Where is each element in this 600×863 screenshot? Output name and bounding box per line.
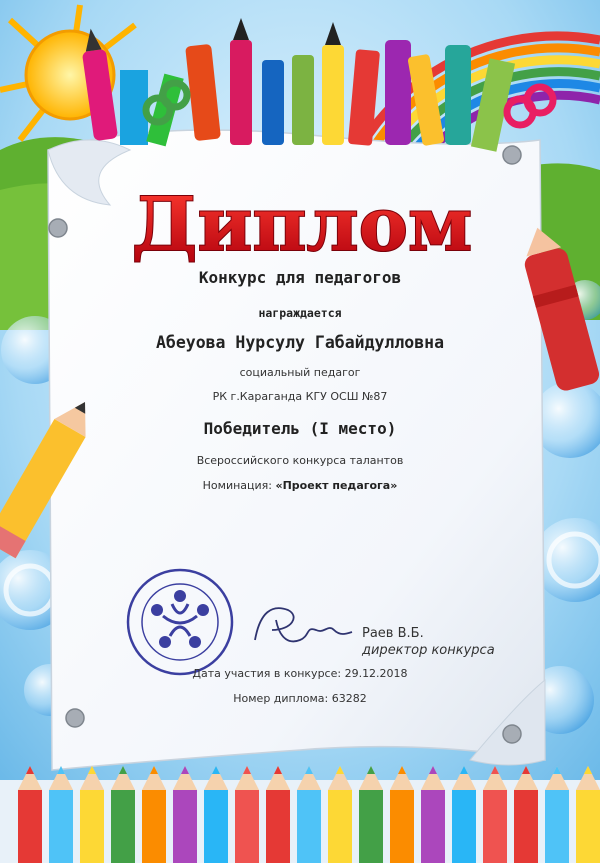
- participation-date: Дата участия в конкурсе: 29.12.2018: [192, 667, 408, 680]
- title-text: Диплом: [131, 182, 473, 268]
- contest-name: Всероссийского конкурса талантов: [196, 454, 404, 467]
- pencil-icon: [359, 790, 383, 863]
- result-title: Победитель (I место): [203, 419, 397, 438]
- pencil-icon: [576, 790, 600, 863]
- director-name: Раев В.Б.: [362, 626, 424, 641]
- pencil-icon: [452, 790, 476, 863]
- pencil-icon: [111, 790, 135, 863]
- pencil-icon: [235, 790, 259, 863]
- pencil-icon: [328, 790, 352, 863]
- pencil-row-decoration: [0, 766, 600, 863]
- director-title: директор конкурса: [362, 643, 495, 658]
- pencil-icon: [545, 790, 569, 863]
- pencil-icon: [80, 790, 104, 863]
- organization: РК г.Караганда КГУ ОСШ №87: [212, 390, 388, 403]
- pencil-icon: [483, 790, 507, 863]
- nomination-prefix: Номинация:: [202, 479, 276, 492]
- awarded-label: награждается: [258, 306, 342, 320]
- pencil-icon: [49, 790, 73, 863]
- pencil-icon: [142, 790, 166, 863]
- recipient-name: Абеуова Нурсулу Габайдулловна: [155, 333, 445, 352]
- position-label: социальный педагог: [239, 366, 361, 379]
- pencil-icon: [204, 790, 228, 863]
- pencil-icon: [390, 790, 414, 863]
- pencil-icon: [266, 790, 290, 863]
- pencil-icon: [173, 790, 197, 863]
- pencil-icon: [514, 790, 538, 863]
- pencil-icon: [421, 790, 445, 863]
- pencil-icon: [297, 790, 321, 863]
- pencil-icon: [18, 790, 42, 863]
- diploma-number: Номер диплома: 63282: [233, 692, 367, 705]
- nomination-line: [0, 479, 600, 492]
- nomination-value: «Проект педагога»: [275, 479, 398, 492]
- contest-title: Конкурс для педагогов: [198, 268, 402, 287]
